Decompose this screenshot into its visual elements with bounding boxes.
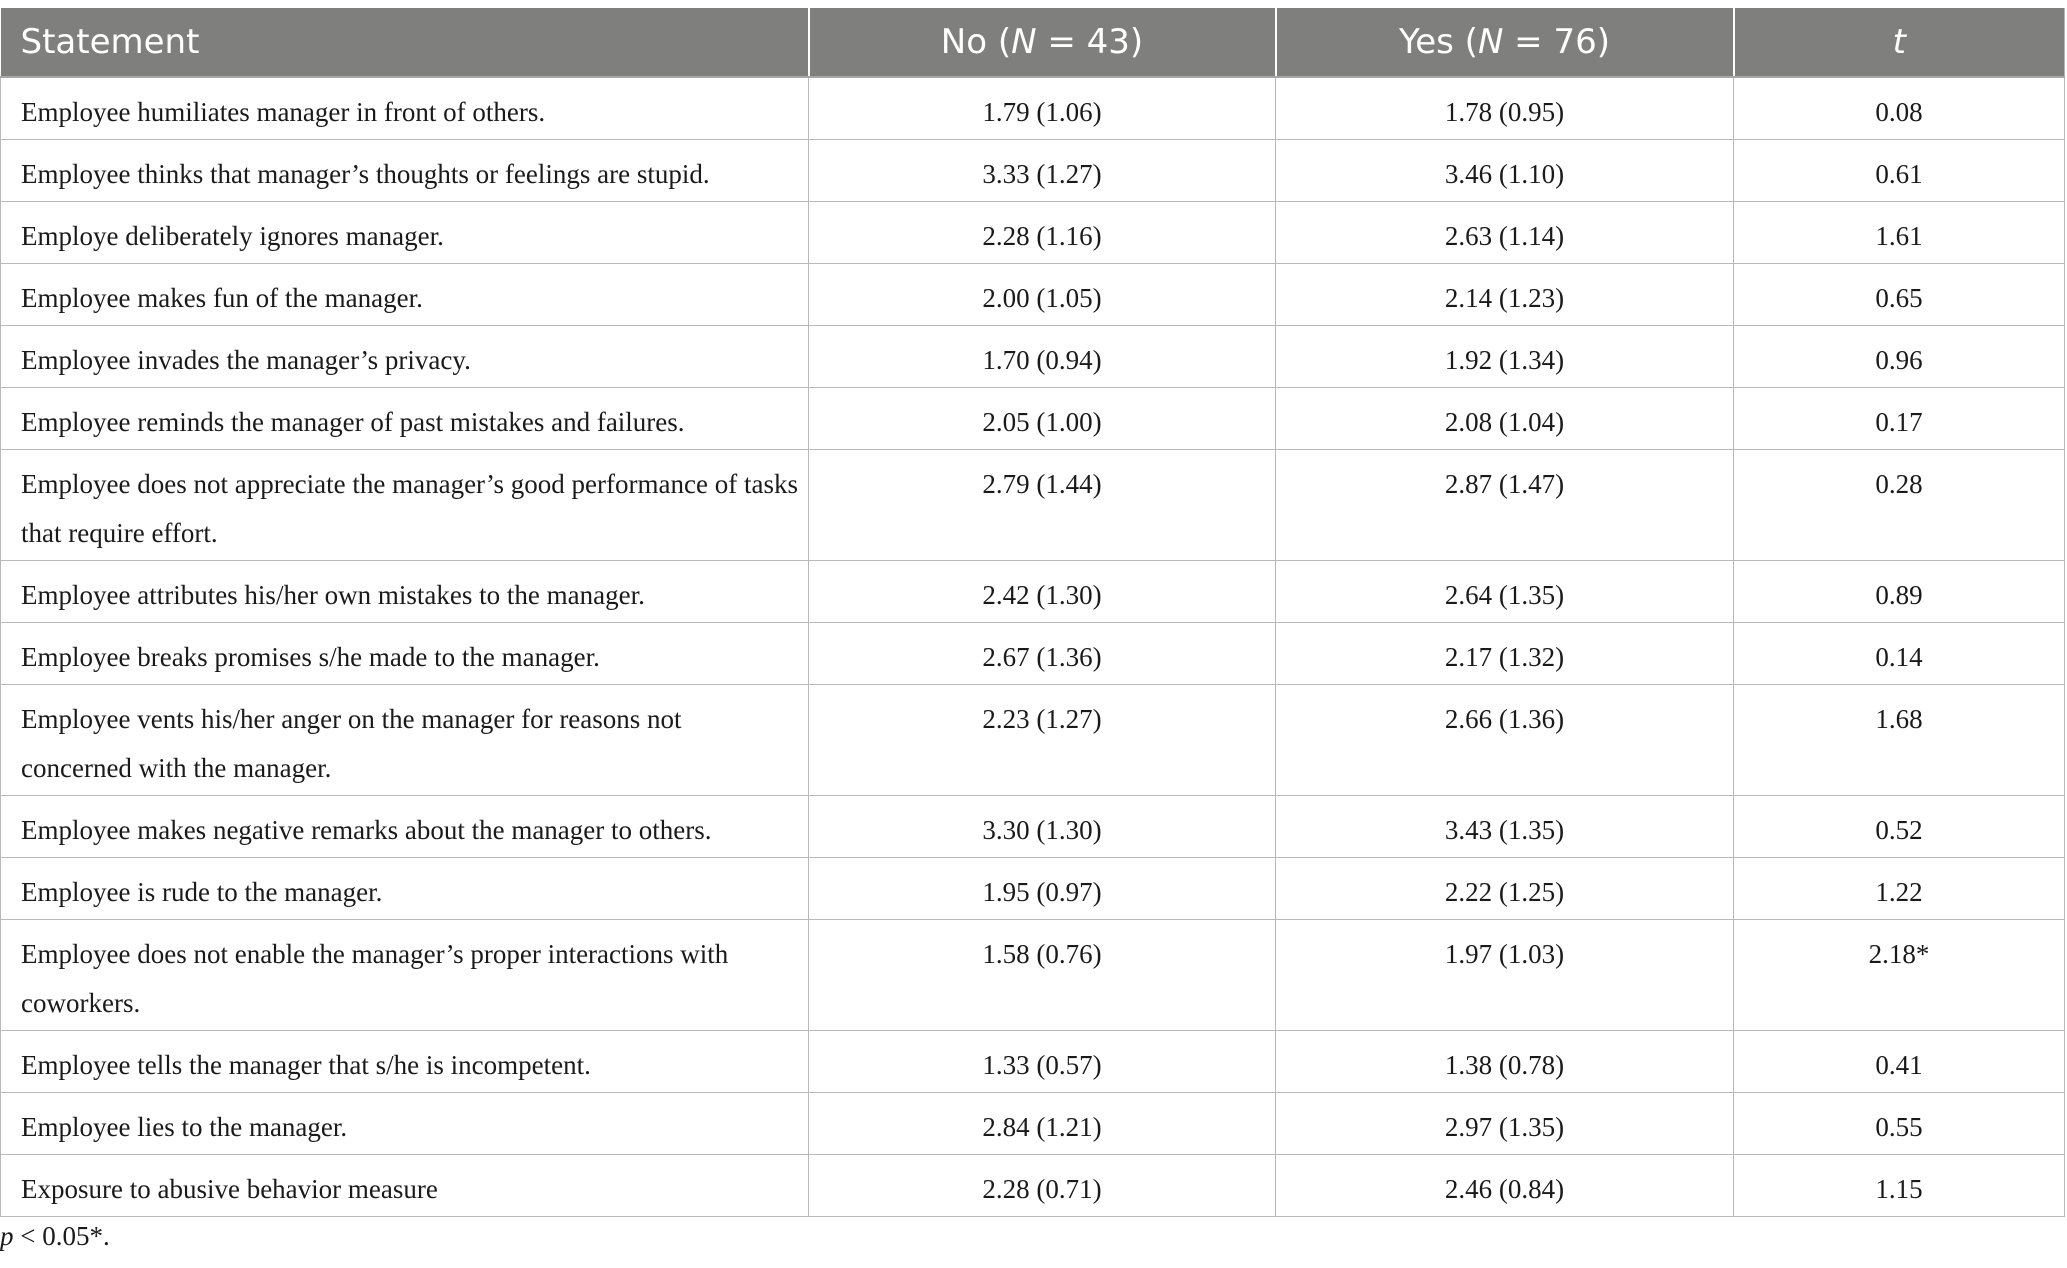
header-statement: Statement: [1, 8, 809, 77]
cell-t: 0.41: [1734, 1031, 2065, 1093]
table-row: [1, 858, 2065, 920]
cell-yes: 1.97 (1.03): [1276, 920, 1734, 1031]
header-yes-n: N: [1477, 22, 1504, 62]
cell-t: 0.28: [1734, 450, 2065, 561]
cell-statement: Employee makes fun of the manager.: [1, 264, 809, 326]
cell-statement: Employee thinks that manager’s thoughts or feelings are stupid.: [1, 140, 809, 202]
cell-t: 0.55: [1734, 1093, 2065, 1155]
header-no: [809, 8, 1276, 77]
table-row: [1, 920, 2065, 1031]
results-table: [0, 8, 2065, 1217]
cell-statement: Employee is rude to the manager.: [1, 858, 809, 920]
table-row: [1, 202, 2065, 264]
cell-statement: Employee vents his/her anger on the manager for reasons not concerned with the manager.: [1, 685, 809, 796]
table-header: [1, 8, 2065, 77]
cell-statement: Employee does not enable the manager’s proper interactions with coworkers.: [1, 920, 809, 1031]
table-row: [1, 685, 2065, 796]
header-row: [1, 8, 2065, 77]
header-no-n: N: [1011, 22, 1037, 62]
footnote-text: < 0.05*.: [13, 1221, 110, 1251]
cell-no: 2.23 (1.27): [809, 685, 1276, 796]
cell-yes: 2.14 (1.23): [1276, 264, 1734, 326]
results-table-container: [0, 8, 2067, 1217]
cell-yes: 2.17 (1.32): [1276, 623, 1734, 685]
cell-t: 2.18*: [1734, 920, 2065, 1031]
cell-yes: 2.64 (1.35): [1276, 561, 1734, 623]
cell-t: 0.89: [1734, 561, 2065, 623]
table-row: [1, 388, 2065, 450]
cell-statement: Employee lies to the manager.: [1, 1093, 809, 1155]
table-row: [1, 140, 2065, 202]
cell-no: 2.00 (1.05): [809, 264, 1276, 326]
cell-no: 1.95 (0.97): [809, 858, 1276, 920]
header-yes-prefix: Yes (: [1398, 22, 1478, 62]
cell-t: 0.52: [1734, 796, 2065, 858]
table-row: [1, 1031, 2065, 1093]
cell-no: 1.33 (0.57): [809, 1031, 1276, 1093]
cell-t: 0.14: [1734, 623, 2065, 685]
header-t-label: t: [1892, 22, 1906, 62]
cell-no: 2.05 (1.00): [809, 388, 1276, 450]
cell-no: 2.84 (1.21): [809, 1093, 1276, 1155]
cell-t: 0.61: [1734, 140, 2065, 202]
cell-statement: Employee invades the manager’s privacy.: [1, 326, 809, 388]
cell-yes: 2.63 (1.14): [1276, 202, 1734, 264]
cell-yes: 2.22 (1.25): [1276, 858, 1734, 920]
header-no-suffix: = 43): [1036, 22, 1144, 62]
table-row: [1, 326, 2065, 388]
table-row: [1, 623, 2065, 685]
cell-yes: 1.38 (0.78): [1276, 1031, 1734, 1093]
table-row: [1, 450, 2065, 561]
cell-statement: Exposure to abusive behavior measure: [1, 1155, 809, 1217]
cell-yes: 2.87 (1.47): [1276, 450, 1734, 561]
table-row: [1, 796, 2065, 858]
cell-no: 1.58 (0.76): [809, 920, 1276, 1031]
header-no-prefix: No (: [940, 22, 1012, 62]
cell-yes: 2.66 (1.36): [1276, 685, 1734, 796]
header-yes-suffix: = 76): [1503, 22, 1611, 62]
cell-yes: 1.92 (1.34): [1276, 326, 1734, 388]
cell-statement: Employee humiliates manager in front of others.: [1, 77, 809, 140]
footnote-p: p: [0, 1221, 14, 1251]
cell-no: 2.79 (1.44): [809, 450, 1276, 561]
cell-no: 2.28 (0.71): [809, 1155, 1276, 1217]
cell-statement: Employee tells the manager that s/he is incompetent.: [1, 1031, 809, 1093]
cell-no: 3.33 (1.27): [809, 140, 1276, 202]
cell-yes: 2.08 (1.04): [1276, 388, 1734, 450]
cell-t: 0.96: [1734, 326, 2065, 388]
cell-no: 2.67 (1.36): [809, 623, 1276, 685]
header-yes: [1276, 8, 1734, 77]
cell-yes: 3.46 (1.10): [1276, 140, 1734, 202]
cell-no: 1.70 (0.94): [809, 326, 1276, 388]
cell-yes: 2.46 (0.84): [1276, 1155, 1734, 1217]
cell-t: 0.17: [1734, 388, 2065, 450]
cell-no: 3.30 (1.30): [809, 796, 1276, 858]
cell-t: 1.22: [1734, 858, 2065, 920]
cell-no: 2.42 (1.30): [809, 561, 1276, 623]
cell-statement: Employee attributes his/her own mistakes to the manager.: [1, 561, 809, 623]
cell-t: 1.15: [1734, 1155, 2065, 1217]
table-footnote: [0, 1221, 110, 1252]
table-body: [1, 77, 2065, 1217]
cell-t: 0.65: [1734, 264, 2065, 326]
table-row: [1, 1093, 2065, 1155]
cell-t: 1.68: [1734, 685, 2065, 796]
cell-yes: 1.78 (0.95): [1276, 77, 1734, 140]
cell-statement: Employee makes negative remarks about the manager to others.: [1, 796, 809, 858]
cell-statement: Employee reminds the manager of past mistakes and failures.: [1, 388, 809, 450]
table-row: [1, 561, 2065, 623]
cell-yes: 3.43 (1.35): [1276, 796, 1734, 858]
cell-no: 2.28 (1.16): [809, 202, 1276, 264]
header-t: [1734, 8, 2065, 77]
cell-statement: Employe deliberately ignores manager.: [1, 202, 809, 264]
cell-t: 0.08: [1734, 77, 2065, 140]
cell-t: 1.61: [1734, 202, 2065, 264]
cell-statement: Employee does not appreciate the manager’s good performance of tasks that require effort.: [1, 450, 809, 561]
cell-yes: 2.97 (1.35): [1276, 1093, 1734, 1155]
table-row: [1, 1155, 2065, 1217]
cell-statement: Employee breaks promises s/he made to the manager.: [1, 623, 809, 685]
table-row: [1, 264, 2065, 326]
cell-no: 1.79 (1.06): [809, 77, 1276, 140]
table-row: [1, 77, 2065, 140]
